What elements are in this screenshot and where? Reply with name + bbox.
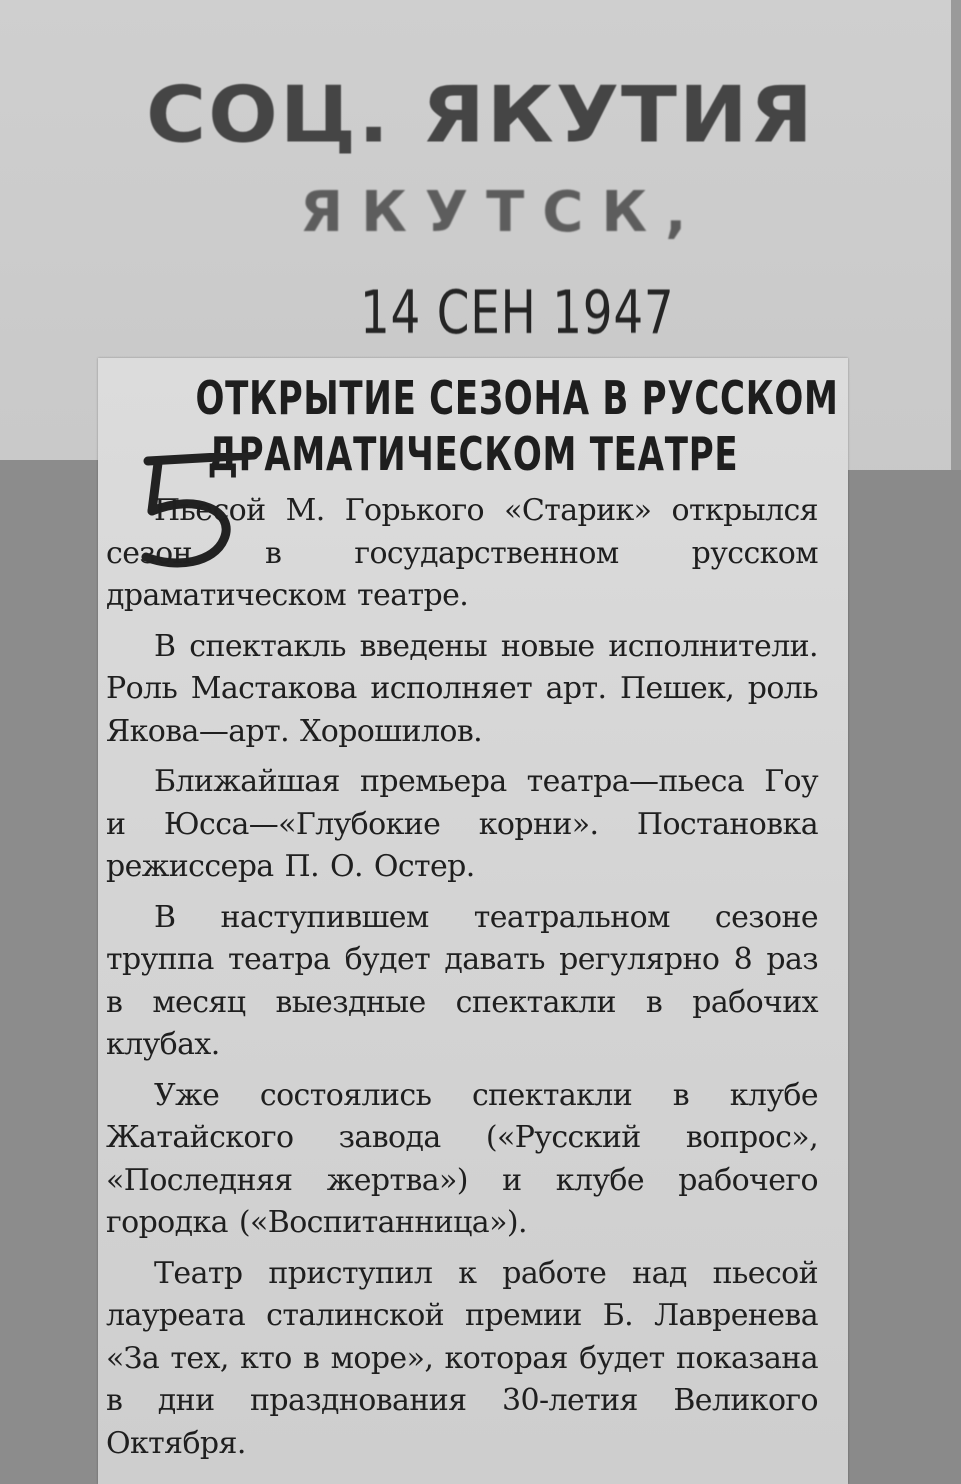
article-paragraph: Театр приступил к работе над пьесой лауреата сталинской премии Б. Лавренева «За тех, кто в море», которая будет показана в дни празднования 30-летия Великого Октября. bbox=[106, 1255, 818, 1461]
card-edge bbox=[847, 470, 961, 1484]
newspaper-stamp bbox=[0, 0, 961, 360]
card-edge bbox=[0, 460, 98, 1484]
newspaper-clipping bbox=[98, 358, 848, 1484]
stamp-date: 14 СЕН 1947 bbox=[360, 278, 675, 348]
article-paragraph: Уже состоялись спектакли в клубе Жатайского завода («Русский вопрос», «Последняя жертва») и клубе рабочего городка («Воспитанница»). bbox=[106, 1077, 818, 1240]
stamp-newspaper-name: СОЦ. ЯКУТИЯ bbox=[146, 70, 815, 161]
article-paragraph: Пьесой М. Горького «Старик» открылся сезон в государственном русском драматическом театре. bbox=[106, 493, 818, 613]
headline-line-2: ДРАМАТИЧЕСКОМ ТЕАТРЕ bbox=[207, 427, 739, 481]
headline-line-1: ОТКРЫТИЕ СЕЗОНА В РУССКОМ bbox=[195, 371, 839, 425]
article-paragraph: В наступившем театральном сезоне труппа театра будет давать регулярно 8 раз в месяц выездные спектакли в рабочих клубах. bbox=[106, 899, 818, 1062]
stamp-city: ЯКУТСК, bbox=[300, 180, 705, 245]
article-paragraph: Ближайшая премьера театра—пьеса Гоу и Юсса—«Глубокие корни». Постановка режиссера П. О. Остер. bbox=[106, 764, 818, 884]
article-paragraph: В спектакль введены новые исполнители. Роль Мастакова исполняет арт. Пешек, роль Якова—арт. Хорошилов. bbox=[106, 628, 818, 749]
article-body bbox=[106, 490, 818, 1473]
article-headline bbox=[195, 370, 839, 482]
